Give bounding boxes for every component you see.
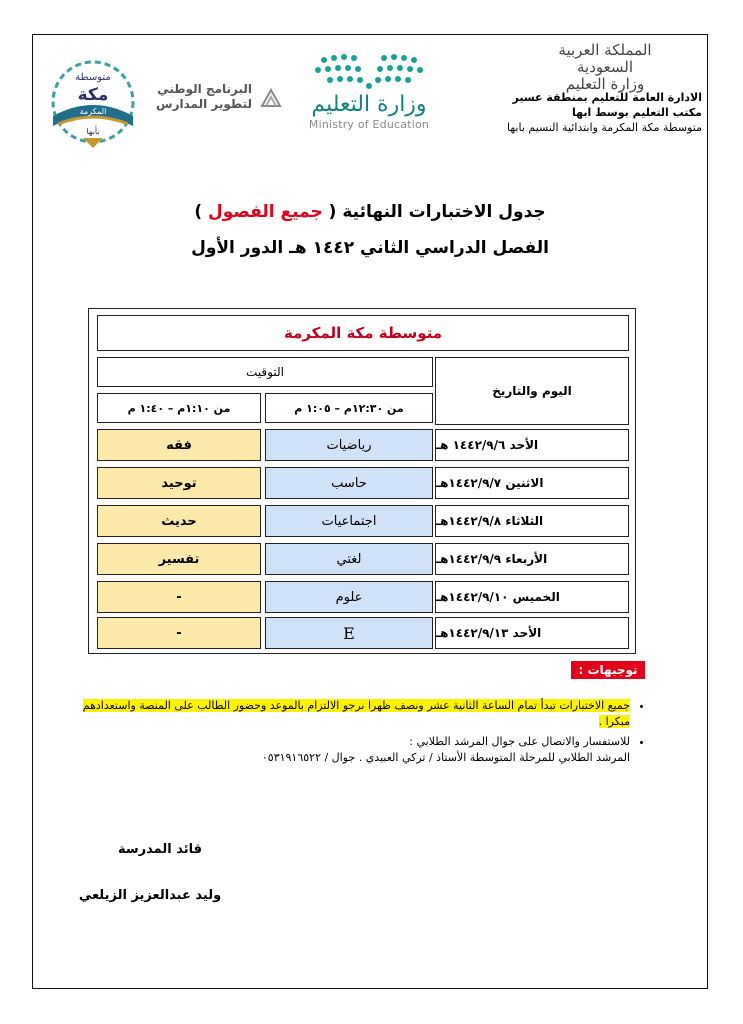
row-2-period-1: حاسب <box>265 467 433 499</box>
title-start: جدول الاختبارات النهائية ( <box>328 202 546 222</box>
period-1-header: من ١٢:٣٠م – ١:٠٥ م <box>265 393 433 423</box>
time-column-header: التوقيت <box>97 357 433 387</box>
row-3-period-1: اجتماعيات <box>265 505 433 537</box>
row-2-period-2: توحيد <box>97 467 261 499</box>
exam-schedule-table <box>88 308 636 654</box>
row-6-period-1: E <box>265 617 433 649</box>
row-3-day: الثلاثاء ١٤٤٢/٩/٨هـ <box>435 505 629 537</box>
title-red-part: جميع الفصول <box>208 202 323 222</box>
row-5-period-2: - <box>97 581 261 613</box>
logo-text-top: متوسطة <box>75 72 111 83</box>
title-end: ) <box>194 202 203 222</box>
admin-line-1: الادارة العامة للتعليم بمنطقة عسير <box>512 91 702 104</box>
moe-english-name: Ministry of Education <box>308 118 430 131</box>
row-5-day: الخميس ١٤٤٢/٩/١٠هـ <box>435 581 629 613</box>
kingdom-text: المملكة العربية السعودية <box>558 41 652 76</box>
row-5-period-1: علوم <box>265 581 433 613</box>
row-4-period-1: لغتي <box>265 543 433 575</box>
signature-role: قائد المدرسة <box>117 842 203 857</box>
row-4-period-2: تفسير <box>97 543 261 575</box>
row-6-day: الأحد ١٤٤٢/٩/١٣هـ <box>435 617 629 649</box>
letterhead <box>32 34 708 170</box>
national-program-line-2: لتطوير المدارس <box>156 97 252 111</box>
logo-text-main: مكة <box>77 85 109 105</box>
moe-logo <box>294 52 444 131</box>
note-1-text: جميع الاختبارات تبدأ تمام الساعة الثانية عشر ونصف ظهرا نرجو الالتزام بالموعد وحضور الطالب على المنصة واستعدادهم مبكرا . <box>82 699 630 728</box>
row-1-day: الأحد ١٤٤٢/٩/٦ هـ <box>435 429 629 461</box>
logo-text-city: بأبها <box>86 127 100 136</box>
note-2-line-2: المرشد الطلابي للمرحلة المتوسطة الأستاذ / تركي العبيدي . جوال / ٠٥٣١٩١٦٥٢٢ <box>261 751 630 764</box>
moe-dots-icon <box>294 52 444 92</box>
admin-line-2: مكتب التعليم بوسط ابها <box>572 106 702 119</box>
national-program-line-1: البرنامج الوطني <box>157 82 252 96</box>
note-item-2 <box>78 734 630 766</box>
logo-text-sub: المكرمة <box>79 107 107 116</box>
signature-name: وليد عبدالعزيز الزيلعي <box>78 888 222 903</box>
kingdom-calligraphy <box>542 42 668 93</box>
school-logo <box>38 54 148 154</box>
note-2-line-1: • للاستفسار والاتصال على جوال المرشد الطلابي : <box>409 735 630 748</box>
row-2-day: الاثنين ١٤٤٢/٩/٧هـ <box>435 467 629 499</box>
national-program-logo <box>142 82 282 112</box>
period-2-header: من ١:١٠م – ١:٤٠ م <box>97 393 261 423</box>
directions-notes <box>78 698 648 770</box>
moe-arabic-name: وزارة التعليم <box>311 92 427 117</box>
day-column-header: اليوم والتاريخ <box>435 357 629 425</box>
directions-label: توجيهات : <box>571 661 645 679</box>
page-title <box>32 202 708 222</box>
row-1-period-1: رياضيات <box>265 429 433 461</box>
row-3-period-2: حديث <box>97 505 261 537</box>
school-name-header: متوسطة مكة المكرمة <box>97 315 629 351</box>
page-subtitle: الفصل الدراسي الثاني ١٤٤٢ هـ الدور الأول <box>191 238 549 258</box>
row-4-day: الأربعاء ١٤٤٢/٩/٩هـ <box>435 543 629 575</box>
row-1-period-2: فقه <box>97 429 261 461</box>
admin-line-3: متوسطة مكة المكرمة وابتدائية النسيم بابها <box>506 121 702 134</box>
note-item-1 <box>78 698 630 730</box>
row-6-period-2: - <box>97 617 261 649</box>
ministry-calligraphy-text: وزارة التعليم <box>565 75 645 93</box>
book-emblem-icon <box>260 86 282 112</box>
admin-lines <box>402 90 702 135</box>
